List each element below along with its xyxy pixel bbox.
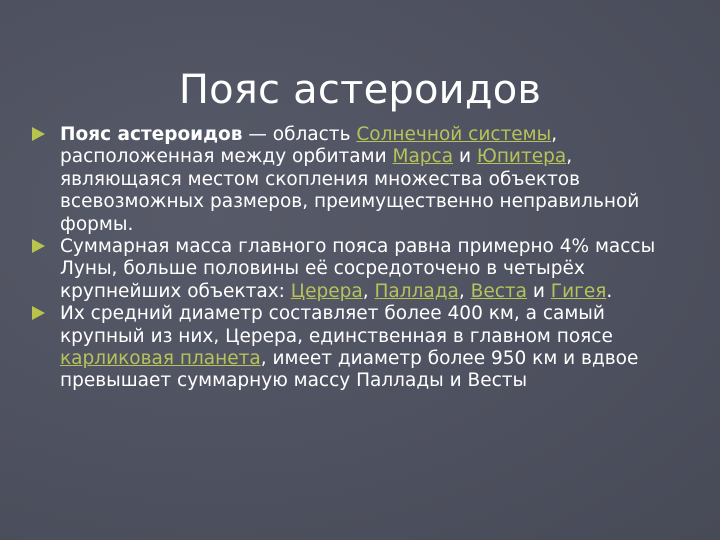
bullet-item (32, 124, 692, 236)
link-vesta[interactable]: Веста (470, 280, 527, 302)
link-pallas[interactable]: Паллада (374, 280, 459, 302)
bullet-text: Их средний диаметр составляет более 400 км, а самый крупный из них, Церера, единственная в главном поясе (60, 303, 613, 347)
bullet-text: , расположенная между орбитами (60, 124, 558, 168)
bullet-text: — область (242, 124, 357, 145)
bullet-text: Суммарная масса главного пояса равна примерно 4% массы Луны, больше половины её сосредоточено в четырёх крупнейших объектах: (60, 236, 656, 302)
bullet-text: и (527, 280, 551, 302)
link-dwarf-planet[interactable]: карликовая планета (60, 348, 261, 370)
bullet-item (32, 236, 692, 303)
triangle-bullet-icon (32, 306, 45, 320)
triangle-bullet-icon (32, 127, 45, 141)
triangle-bullet-icon (32, 239, 45, 253)
bullet-text: , (458, 280, 471, 302)
link-mars[interactable]: Марса (392, 146, 454, 168)
slide-title: Пояс астероидов (178, 66, 542, 113)
bullet-text: . (606, 280, 613, 302)
bullet-text: , имеет диаметр более 950 км и вдвое превышает суммарную массу Паллады и Весты (60, 348, 639, 392)
bullet-bold-term: Пояс астероидов (60, 124, 243, 145)
bullet-list (32, 124, 692, 393)
link-jupiter[interactable]: Юпитера (476, 146, 567, 168)
bullet-text: и (453, 146, 477, 168)
link-hygiea[interactable]: Гигея (550, 280, 607, 302)
bullet-item (32, 303, 692, 393)
bullet-text: , являющаяся местом скопления множества объектов всевозможных размеров, преимущественно неправильной формы. (60, 146, 640, 235)
link-solar-system[interactable]: Солнечной системы (356, 124, 552, 145)
bullet-text: , (362, 280, 375, 302)
link-ceres[interactable]: Церера (290, 280, 363, 302)
